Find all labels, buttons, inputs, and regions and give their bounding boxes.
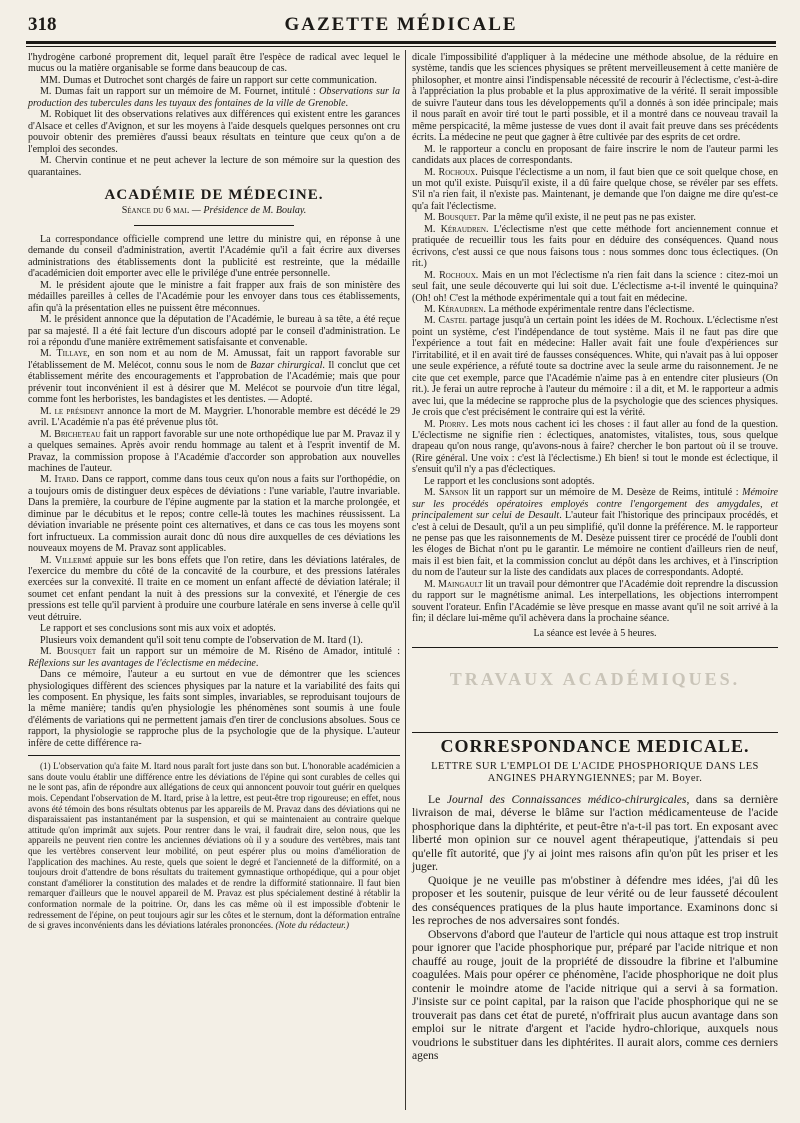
speaker-name: M. Sanson <box>424 487 469 499</box>
footnote: (1) L'observation qu'a faite M. Itard nous paraît fort juste dans son but. L'honorable académicien a sans doute voulu établir une différence entre les déviations de l'épine qui sont curables de celles qui ne le sont pas, afin de répondre aux allégations de ceux qui annoncent pouvoir tout guérir en quelques mois. Cependant l'observation de M. Itard, prise à la lettre, est peut-être trop rigoureuse; en effet, nous avons été témoin des bons résultats obtenus par les appareils de M. Pravaz dans des déviations qui ne disparaissaient pas instantanément par la suspension, et qui se maintenaient au contraire quelque attitude qu'on imprimât aux sujets. Pour rentrer dans le vrai, il faudrait dire, selon nous, que les appareils ne peuvent rien contre les anciennes déviations où il y a soudure des vertèbres, mais tant que les vertèbres conservent leur mobilité, on peut espérer plus ou moins d'amélioration de l'application des machines. Au reste, quels que soient le degré et l'ancienneté de la difformité, on a toujours droit d'attendre de bons résultats du traitement gymnastique orthopédique, qui a pour objet constant d'améliorer la constitution des malades et de rendre la difformité stationnaire. Il faut bien remarquer d'ailleurs que le nouvel appareil de M. Pravaz est plus spécialement destiné à rétablir la conformation normale de la poitrine. Or, dans les cas même où il est impossible d'obtenir le redressement de l'épine, on peut toujours agir sur les côtes et le sternum, dont la déformation entraîne de si graves inconvénients dans les déviations latérales prononcées. (Note du rédacteur.) <box>28 761 400 931</box>
paragraph: M. Itard. Dans ce rapport, comme dans tous ceux qu'on nous a faits sur l'orthopédie, on a toujours omis de distinguer deux espèces de déviations : l'une variable, l'autre invariable. Dans la première, la courbure de l'épine augmente par la station et la marche prolongée, et diminue par le décubitus et le repos; contre celle-là toutes les machines réussissent. La déviation invariable ne présente point ces alternatives, et dans ce cas tous les moyens sont fort infructueux. La commission aurait donc dû nous dire auxquelles de ces déviations les nouveaux moyens de M. Pravaz sont applicables. <box>28 474 400 555</box>
speaker-name: M. Tillaye <box>40 348 88 360</box>
bleed-through-text: TRAVAUX ACADÉMIQUES. <box>449 669 741 690</box>
paragraph: M. Dumas fait un rapport sur un mémoire de M. Fournet, intitulé : Observations sur la production des tubercules dans les tuyaux des fontaines de la ville de Grenoble. <box>28 86 400 109</box>
paragraph: Le rapport et ses conclusions sont mis aux voix et adoptés. <box>40 623 276 635</box>
paragraph: M. Piorry. Les mots nous cachent ici les choses : il faut aller au fond de la question. L'éclectisme ne signifie rien : éclectiques, anatomistes, vitalistes, tous, sous quelque drapeau qu'on nous range, qu'avons-nous à faire? chercher le bon partout où il se trouve. (Rire général. Une voix : c'est là l'éclectisme.) Eh bien! si tout le monde est éclectique, il s'ensuit qu'il n'y a pas d'éclectiques. <box>412 418 778 476</box>
paragraph: dicale l'impossibilité d'appliquer à la médecine une méthode absolue, de la réduire en système, tandis que les sciences physiques se prêtent merveilleusement à cette manière de philosopher, et montre ainsi l'indispensable nécessité de recourir à l'éclectisme, c'est-à-dire à l'appréciation la plus probable et la plus approximative de la vérité. Il serait impossible de suivre l'auteur dans tous les développements qu'il a donnés à son idée principale; mais il nous paraît en avoir tiré tout le parti possible, et il a montré dans ce nouveau travail la même perspicacité, la même justesse de vues dont il avait fait preuve dans ses précédents écrits. La médecine ne peut que gagner à être cultivée par des esprits de cet ordre. <box>412 52 778 144</box>
paragraph: Observons d'abord que l'auteur de l'article qui nous attaque est trop instruit pour ignorer que l'acide phosphorique pur, préparé par l'acide nitrique et non chauffé au rouge, jouit de la propriété de dissoudre la fibrine et l'albumine coagulées. Mais pour opérer ce phénomène, l'acide phosphorique ne doit plus contenir le moindre atome de l'acide nitrique qui a servi à sa formation. J'insiste sur ce point capital, par la raison que l'acide phosphorique qui ne se trouverait pas dans cet état de pureté, n'offrirait plus aucun avantage dans son emploi sur le nitrate d'argent et l'acide hydro-chlorique, auxquels nous voudrions le substituer dans les diphtérites. Il aurait alors, comme ces derniers agens <box>412 927 778 1063</box>
page-number: 318 <box>28 14 57 35</box>
speaker-name: M. Bousquet <box>424 212 478 224</box>
speaker-name: M. Rochoux <box>424 269 476 281</box>
paragraph: M. le rapporteur a conclu en proposant de faire inscrire le nom de l'auteur parmi les candidats aux places de correspondants. <box>412 143 778 167</box>
session-close: La séance est levée à 5 heures. <box>533 627 657 639</box>
paragraph: M. Maingault lit un travail pour démontrer que l'Académie doit reprendre la discussion du rapport sur le magnétisme animal. Les interpellations, les objections interrompent souvent l'orateur. Enfin l'Académie se lève presque en masse avant qu'il ne soit arrivé à la fin; il déclare lui-même qu'il achèvera dans la prochaine séance. <box>412 578 778 625</box>
speaker-name: M. Castel <box>424 315 467 327</box>
bleed-through-band <box>412 647 778 733</box>
paragraph: Quoique je ne veuille pas m'obstiner à défendre mes idées, j'ai dû les proposer et les soutenir, puisque de leur vérité ou de leur fausseté découlent des conséquences pratiques de la plus haute importance. Examinons donc si les reproches de nos adversaires sont fondés. <box>412 873 778 928</box>
speaker-name: M. Piorry <box>424 418 466 430</box>
speaker-name: M. Kéraudren <box>424 223 486 235</box>
paragraph: Plusieurs voix demandent qu'il soit tenu compte de l'observation de M. Itard (1). <box>40 634 363 646</box>
left-column <box>28 52 400 931</box>
paragraph: M. Bousquet fait un rapport sur un mémoire de M. Riséno de Amador, intitulé : Réflexions sur les avantages de l'éclectisme en médecine. <box>28 646 401 669</box>
right-column <box>412 52 778 1063</box>
paragraph: M. Robiquet lit des observations relatives aux différences qui existent entre les garances d'Alsace et celles d'Avignon, et sur les moyens à l'aide desquels quelques personnes ont cru pouvoir obtenir des premières d'aussi beaux résultats en teinture que ceux qu'on a de l'emploi des secondes. <box>28 109 400 155</box>
academy-section-title: ACADÉMIE DE MÉDECINE. <box>104 186 324 203</box>
paragraph: M. le président annonce la mort de M. Maygrier. L'honorable membre est décédé le 29 avril. L'Académie n'a pas été prévenue plus tôt. <box>28 405 400 429</box>
letter-body <box>412 793 778 1063</box>
journal-title: GAZETTE MÉDICALE <box>284 14 518 35</box>
speaker-name: M. Maingault <box>424 578 483 590</box>
paragraph: M. le président ajoute que le ministre a fait frapper aux frais de son ministère des médailles pareilles à celles de l'Académie pour les envoyer dans tous ces établissements, afin qu'à la présentation elles ne puissent être méconnues. <box>28 279 400 314</box>
memoir-title: Observations sur la production des tubercules dans les tuyaux des fontaines de la ville de Grenoble <box>28 86 400 109</box>
paragraph: M. Kéraudren. La méthode expérimentale rentre dans l'éclectisme. <box>424 303 695 315</box>
paragraph: Le Journal des Connaissances médico-chirurgicales, dans sa dernière livraison de mai, déverse le blâme sur l'action médicamenteuse de l'acide phosphorique dans la diphtérite, et peut-être n'a-t-il pas tort. En exposant avec liberté mon opinion sur ce nouvel agent thérapeutique, j'attendais si peu qu'elle fît autorité, que j'y ai joint mes raisons afin qu'on pût les priser et les juger. <box>412 792 778 874</box>
paragraph: M. Castel partage jusqu'à un certain point les idées de M. Rochoux. L'éclectisme n'est point un système, c'est l'indépendance de tout système. Mais il ne faut pas dire que l'expérience a tout fait en médecine: Haller avait fait une foule d'expériences sur l'irritabilité, et il en avait tiré de fausses conséquences. White, qui n'avait pas à lui opposer une seule expérience, a réfuté toute sa doctrine avec la seule arme du raisonnement. Je ne cite que cet exemple, parce que l'Académie n'aime pas à en entendre citer plusieurs (On rit.). Je ferai un autre reproche à l'auteur du mémoire : il a dit, et M. le rapporteur a admis avec lui, que la médecine se rapproche plus de la psychologie que des sciences physiques. Je crois que c'est précisément le contraire qui est la vérité. <box>412 315 778 419</box>
paragraph: Dans ce mémoire, l'auteur a eu surtout en vue de démontrer que les sciences physiologiques diffèrent des sciences physiques par la nature et la variabilité des faits qui les composent. En physique, les faits sont simples, invariables, se reproduisant toujours de la même manière; tandis qu'en physiologie les phénomènes sont soumis à une foule d'éléments de variations qui ne permettent jamais d'en tirer de conclusions absolues. Sous ce rapport, la physiologie se rapproche plus de la psychologie que de la physique. L'auteur infère de cette différence ra- <box>28 669 400 749</box>
correspondence-title: CORRESPONDANCE MEDICALE. <box>440 736 750 757</box>
journal-reference: Journal des Connaissances médico-chirurgicales <box>446 792 687 806</box>
speaker-name: M. Rochoux <box>424 166 476 178</box>
speaker-name: M. Kéraudren <box>424 303 484 315</box>
paragraph: M. Bricheteau fait un rapport favorable sur une note orthopédique lue par M. Pravaz il y a quelques semaines. Après avoir rendu hommage au talent et à l'esprit inventif de M. Pravaz, la commission propose à l'Académie d'accorder son approbation aux nouvelles machines de l'auteur. <box>28 428 401 474</box>
section-rule <box>134 225 294 226</box>
paragraph: M. Sanson lit un rapport sur un mémoire de M. Desèze de Reims, intitulé : Mémoire sur les procédés opératoires employés contre l'engorgement des amygdales, et principalement sur celui de Desault. L'auteur fait l'historique des principaux procédés, et c'est à celui de Desault, qu'il a un peu simplifié, qu'il donne la préférence. M. le rapporteur ne pense pas que les raisonnements de M. Desèze puissent tirer ce procédé de l'oubli dont les éloges de Bichat n'ont pu le garantir. Le mémoire ne contient d'ailleurs rien de neuf, mais il est bien fait, et la commission conclut au dépôt dans les archives, et à l'inscription du nom de l'auteur sur la liste des candidats aux places de correspondants. Adopté. <box>412 487 779 579</box>
speaker-name: M. Villermé <box>40 554 93 566</box>
footnote-rule <box>28 755 400 756</box>
header-rule-thick <box>26 41 776 44</box>
paragraph: M. Rochoux. Mais en un mot l'éclectisme n'a rien fait dans la science : citez-moi un seul fait, une seule découverte qui lui soit due. L'éclectisme a-t-il inventé le quinquina? (Oh! oh! C'est la méthode expérimentale qui a tout fait en médecine. <box>412 269 778 304</box>
speaker-name: M. Itard <box>40 474 77 486</box>
header-rule-thin <box>26 46 776 47</box>
speaker-name: M. Bousquet <box>40 646 97 658</box>
speaker-name: M. Bricheteau <box>40 428 101 440</box>
paragraph: M. le président annonce que la députation de l'Académie, le bureau à sa tête, a été reçue par sa majesté. Il a été fait lecture d'un discours adopté par le conseil d'administration. Le roi a répondu d'une manière extrêmement satisfaisante et convenable. <box>28 314 400 348</box>
page-header <box>28 14 774 36</box>
paragraph: M. Villermé appuie sur les bons effets que l'on retire, dans les déviations latérales, de l'exercice du membre du côté de la concavité de la courbure, et des pressions latérales exercées sur la convexité. Il traite en ce moment un enfant affecté de déviation latérale; il soumet cet enfant pendant la nuit à des pressions sur la convexité, et l'énergie de ces pressions est telle qu'il parvient à produire une courbure latérale en sens inverse à celle qu'il veut détruire. <box>28 554 400 623</box>
speaker-name: M. le président <box>40 405 105 417</box>
footnote-signature: (Note du rédacteur.) <box>275 920 349 931</box>
letter-heading: LETTRE SUR L'EMPLOI DE L'ACIDE PHOSPHORIQUE DANS LES ANGINES PHARYNGIENNES; par M. Boyer. <box>431 760 759 784</box>
paragraph: Le rapport et les conclusions sont adoptés. <box>424 475 595 487</box>
paragraph: M. Tillaye, en son nom et au nom de M. Amussat, fait un rapport favorable sur l'établissement de M. Melécot, connu sous le nom de Bazar chirurgical. Il conclut que cet établissement mérite des encouragements et l'approbation de l'Académie; mais que pour prévenir tout inconvénient il est à désirer que M. Melécot se pourvoie d'un titre légal, comme font les herboristes, les bandagistes et les dentistes. — Adopté. <box>28 348 401 406</box>
paragraph: M. Rochoux. Puisque l'éclectisme a un nom, il faut bien que ce soit quelque chose, en un mot qu'il existe. Puisqu'il existe, il a dû faire quelque chose, se révéler par ses effets. S'il n'a rien fait, il n'existe pas. Maintenant, je demande que l'on daigne me dire qu'est-ce qu'a fait l'éclectisme. <box>412 166 778 212</box>
session-line: Séance du 6 mai. — Présidence de M. Boulay. <box>121 205 307 217</box>
paragraph: MM. Dumas et Dutrochet sont chargés de faire un rapport sur cette communication. <box>40 74 377 86</box>
paragraph: l'hydrogène carboné proprement dit, lequel paraît être l'espèce de radical avec lequel le mucus ou la matière organisable se forme dans beaucoup de cas. <box>28 52 400 75</box>
column-divider <box>405 50 406 1110</box>
paragraph: La correspondance officielle comprend une lettre du ministre qui, en réponse à une demande du conseil d'administration, avertit l'Académie qu'il a fait écrire aux diverses administrations des établissements dont la publicité est restreinte, que la médaille d'académicien doit emporter avec elle le privilége d'une entrée personnelle. <box>28 233 400 280</box>
paragraph: M. Chervin continue et ne peut achever la lecture de son mémoire sur la question des quarantaines. <box>28 155 400 178</box>
paragraph: M. Bousquet. Par la même qu'il existe, il ne peut pas ne pas exister. <box>424 212 696 224</box>
paragraph: M. Kéraudren. L'éclectisme n'est que cette méthode fort anciennement connue et pratiquée de recueillir tous les faits pour en déduire des conséquences. Quand nous écrivons, c'est aussi ce que nous faisons tous : nous sommes donc tous éclectiques. (On rit.) <box>412 223 778 270</box>
